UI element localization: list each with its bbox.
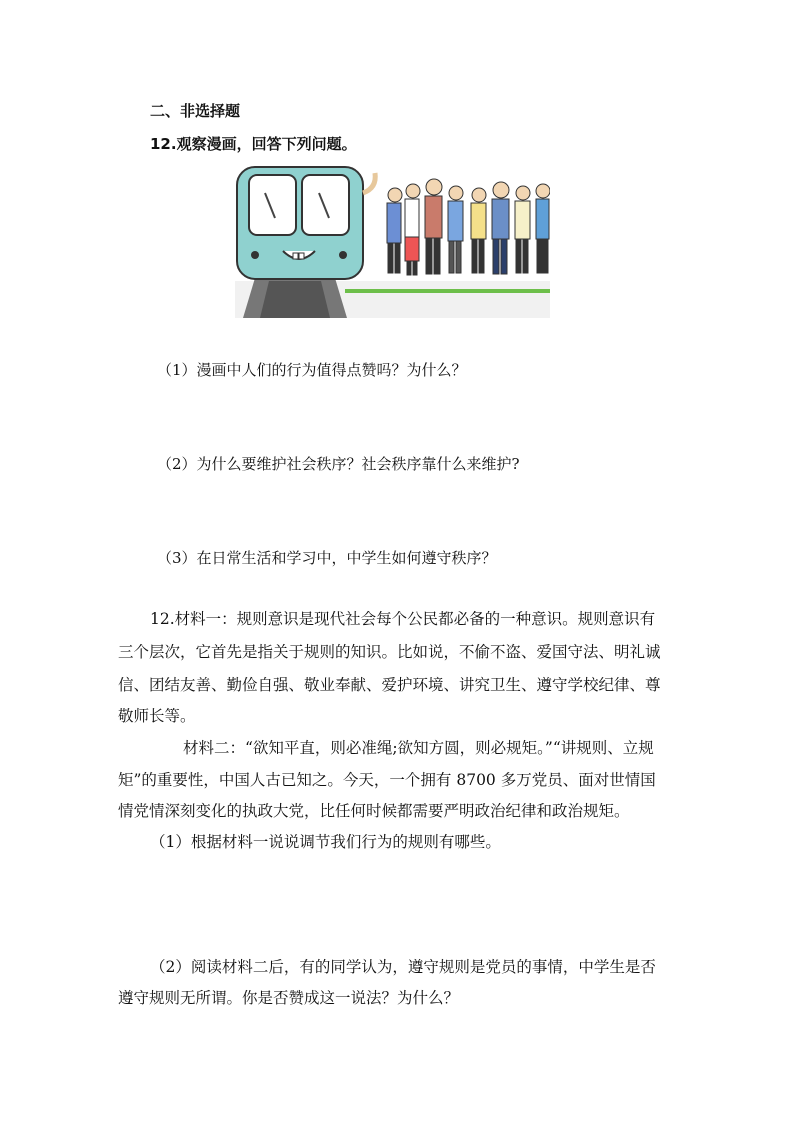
question-12b-sub2-line1: （2）阅读材料二后，有的同学认为，遵守规则是党员的事情，中学生是否 (150, 958, 656, 976)
question-12a-sub2: （2）为什么要维护社会秩序？社会秩序靠什么来维护? (157, 455, 520, 473)
question-12a-sub1: （1）漫画中人们的行为值得点赞吗？为什么？ (157, 361, 467, 379)
material1-line2: 三个层次，它首先是指关于规则的知识。比如说，不偷不盗、爱国守法、明礼诚 (118, 643, 661, 661)
question-12b-sub1: （1）根据材料一说说调节我们行为的规则有哪些。 (150, 833, 501, 851)
question-12-title: 12.观察漫画，回答下列问题。 (150, 135, 357, 153)
material2-line3: 情党情深刻变化的执政大党，比任何时候都需要严明政治纪律和政治规矩。 (118, 802, 630, 820)
material1-line1: 12.材料一：规则意识是现代社会每个公民都必备的一种意识。规则意识有 (150, 610, 656, 628)
material1-line4: 敬师长等。 (118, 707, 196, 725)
question-12a-sub3: （3）在日常生活和学习中，中学生如何遵守秩序？ (157, 549, 497, 567)
question-12b-sub2-line2: 遵守规则无所谓。你是否赞成这一说法？为什么？ (118, 989, 460, 1007)
material1-line3: 信、团结友善、勤俭自强、敬业奉献、爱护环境、讲究卫生、遵守学校纪律、尊 (118, 676, 661, 694)
cartoon-image (235, 163, 550, 318)
material2-line2: 矩”的重要性，中国人古已知之。今天，一个拥有 8700 多万党员、面对世情国 (118, 771, 656, 789)
section-title: 二、非选择题 (150, 102, 241, 120)
material2-line1: 材料二：“欲知平直，则必准绳;欲知方圆，则必规矩。”“讲规则、立规 (183, 739, 654, 757)
